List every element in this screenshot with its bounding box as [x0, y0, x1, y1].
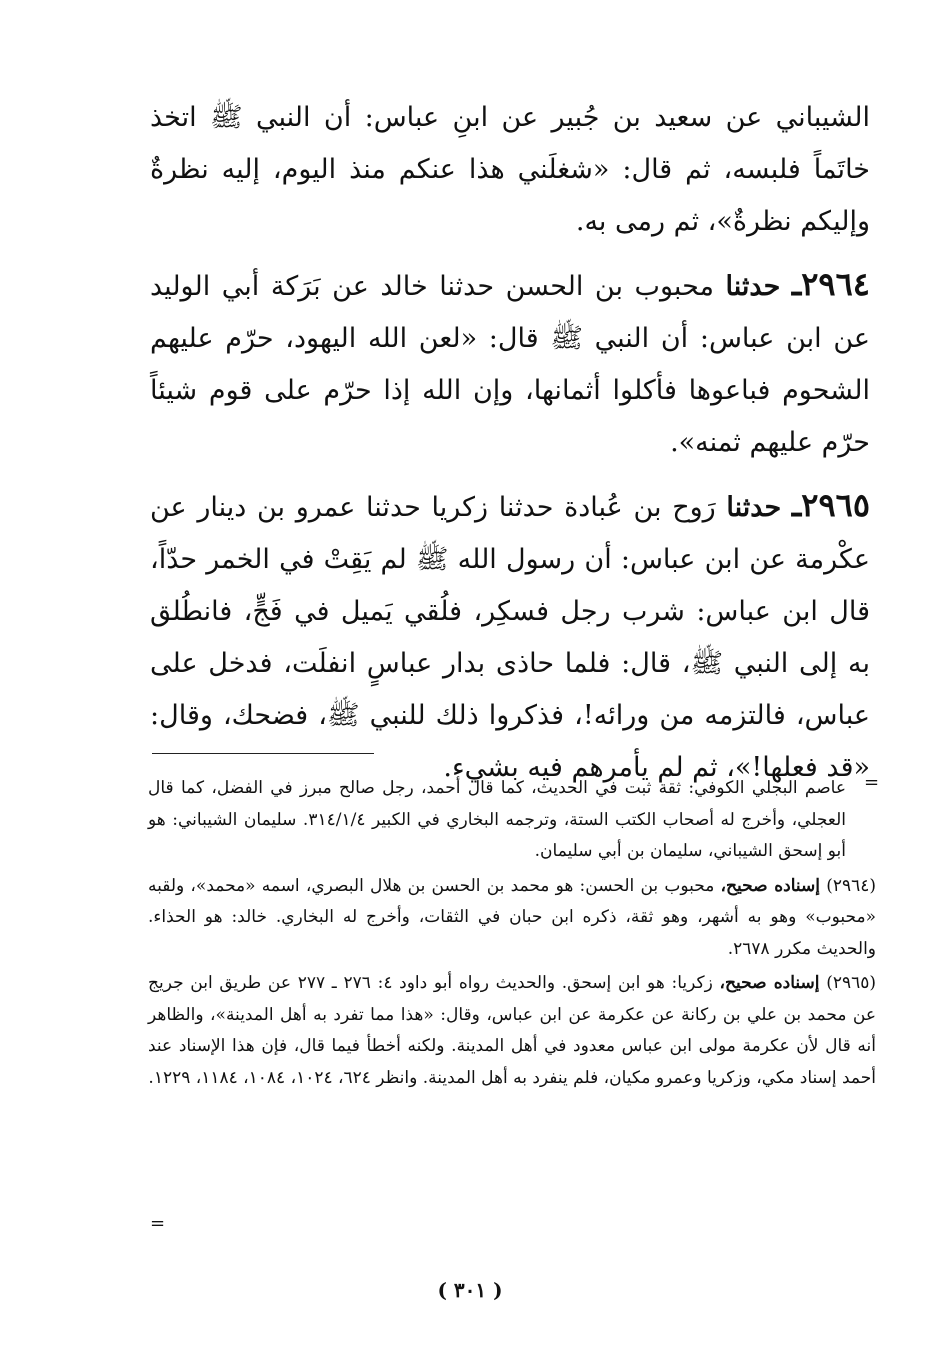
hadith-number: ٢٩٦٤ـ — [791, 265, 870, 303]
hadith-2964 — [150, 258, 870, 469]
paragraph-continuation — [150, 92, 870, 248]
hadith-keyword: حدثنا — [726, 492, 782, 523]
footnote-verdict: إسناده صحيح، — [719, 973, 820, 993]
paragraph-text: الشيباني عن سعيد بن جُبير عن ابنِ عباس: أن النبي ﷺ اتخذ خاتَماً فلبسه، ثم قال: «شغلَني هذا عنكم منذ اليوم، إليه نظرةٌ وإليكم نظرةٌ»، ثم رمى به. — [150, 102, 870, 237]
hadith-text: محبوب بن الحسن حدثنا خالد عن بَرَكة أبي الوليد عن ابن عباس: أن النبي ﷺ قال: «لعن الله اليهود، حرّم عليهم الشحوم فباعوها فأكلوا أثمانها، وإن الله إذا حرّم على قوم شيئاً حرّم عليهم ثمنه». — [150, 271, 870, 458]
footnote-text: زكريا: هو ابن إسحق. والحديث رواه أبو داود ٤: ٢٧٦ ـ ٢٧٧ عن طريق ابن جريج عن محمد بن علي بن ركانة عن عكرمة عن ابن عباس، وقال: «هذا مما تفرد به أهل المدينة»، والظاهر أنه قال لأن عكرمة مولى ابن عباس معدود في أهل المدينة. ولكنه أخطأ فيما قال، فإن هذا الإسناد عند أحمد إسناد مكي، وزكريا وعمرو مكيان، فلم ينفرد به أهل المدينة. وانظر ٦٢٤، ١٠٢٤، ١٠٨٤، ١١٨٤، ١٢٢٩. — [148, 973, 876, 1088]
footnote-continued — [148, 773, 876, 868]
page-number: ( ٣٠١ ) — [437, 1278, 503, 1302]
footnote-text: محبوب بن الحسن: هو محمد بن الحسن بن هلال البصري، اسمه «محمد»، ولقبه «محبوب» وهو به أشهر، وهو ثقة، ذكره ابن حبان في الثقات، وأخرج له البخاري. خالد: هو الحذاء. والحديث مكرر ٢٦٧٨. — [148, 875, 876, 959]
footnote-2964 — [148, 871, 876, 966]
continuation-mark-bottom: = — [150, 1213, 166, 1234]
main-text — [150, 92, 870, 800]
footnote-verdict: إسناده صحيح، — [720, 875, 820, 896]
hadith-keyword: حدثنا — [725, 271, 781, 302]
footnotes — [148, 773, 876, 1097]
footnote-text: عاصم البجلي الكوفي: ثقة ثبت في الحديث، كما قال أحمد، رجل صالح مبرز في الفضل، كما قال العجلي، وأخرج له أصحاب الكتب الستة، وترجمه البخاري في الكبير ٣١٤/١/٤. سليمان الشيباني: هو أبو إسحق الشيباني، سليمان بن أبي سليمان. — [148, 778, 847, 861]
hadith-number: ٢٩٦٥ـ — [791, 486, 870, 524]
footnote-ref: (٢٩٦٤) — [826, 875, 876, 896]
hadith-text: رَوح بن عُبادة حدثنا زكريا حدثنا عمرو بن دينار عن عكْرمة عن ابن عباس: أن رسول الله ﷺ لم يَقِتْ في الخمر حدّاً، قال ابن عباس: شرب رجل فسكِر، فلُقي يَميل في فَجٍّ، فانطُلق به إلى النبي ﷺ، قال: فلما حاذى بدار عباسٍ انفلَت، فدخل على عباس، فالتزمه من ورائه!، فذكروا ذلك للنبي ﷺ، فضحك، وقال: «قد فعلها!»، ثم لم يأمرهم فيه بشيء. — [150, 492, 870, 783]
hadith-2965 — [150, 479, 870, 794]
continuation-mark-top: = — [864, 772, 880, 793]
footnote-2965 — [148, 968, 876, 1094]
footnote-divider — [152, 753, 374, 754]
footnote-ref: (٢٩٦٥) — [826, 973, 876, 993]
